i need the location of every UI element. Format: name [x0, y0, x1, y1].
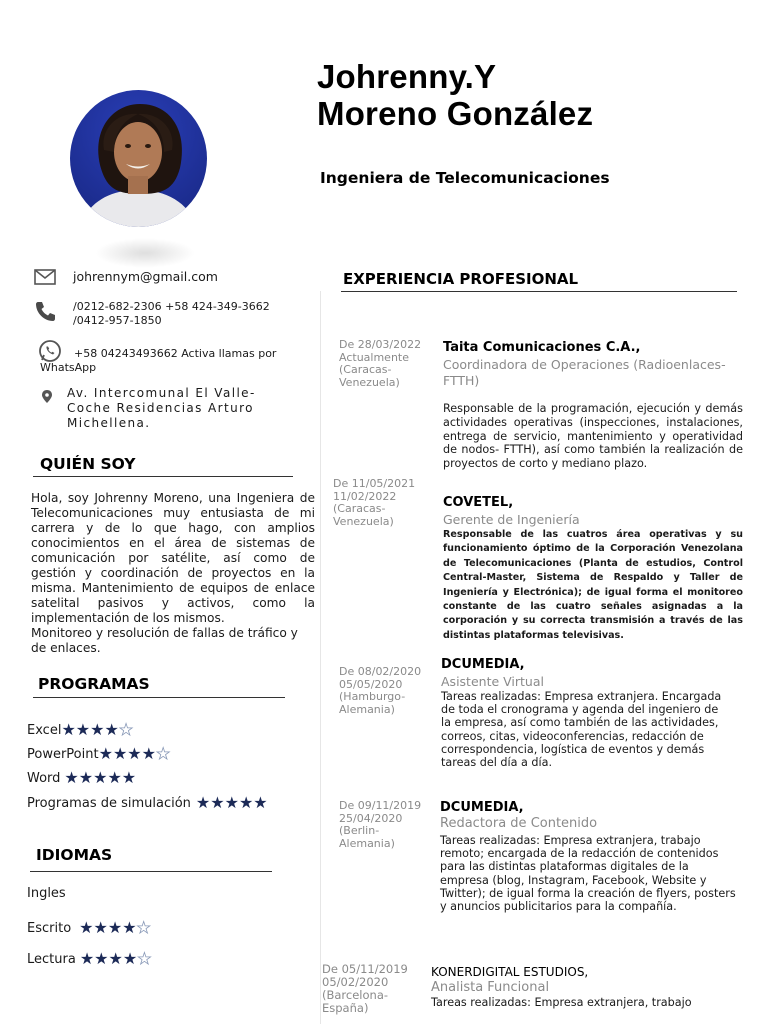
- star-filled-icon: ★: [122, 949, 138, 968]
- program-excel: [27, 721, 133, 739]
- job-description: Responsable de la programación, ejecución y demás actividades operativas (inspecciones, instalaciones, entrega de servicio, mantenimiento y operatividad de nodos- FTTH), así como también la realización de proyectos de corto y mediano plazo.: [443, 402, 743, 471]
- star-filled-icon: ★: [210, 793, 225, 812]
- star-filled-icon: ★: [79, 949, 95, 968]
- about-paragraph-2: Monitoreo y resolución de fallas de tráfico y de enlaces.: [31, 626, 298, 655]
- job-company: DCUMEDIA,: [440, 800, 524, 815]
- star-filled-icon: ★: [224, 793, 239, 812]
- job-company: Taita Comunicaciones C.A.,: [443, 340, 641, 355]
- program-label: Word: [27, 770, 61, 786]
- programs-rule: [33, 697, 285, 698]
- rating-stars: [61, 722, 133, 738]
- languages-rule: [30, 871, 272, 872]
- rating-stars: [79, 920, 151, 936]
- job-role: Redactora de Contenido: [440, 816, 598, 831]
- job-description: Tareas realizadas: Empresa extranjera. Encargada de toda el cronograma y agenda del ingeniero de la empresa, así como también de las actividades, correos, citas, videoconferencias, redacción de correspondencia, logística de eventos y demás tareas del día a día.: [441, 690, 722, 770]
- languages-heading: IDIOMAS: [36, 846, 113, 864]
- profile-photo: [70, 90, 207, 227]
- star-filled-icon: ★: [104, 720, 119, 739]
- star-filled-icon: ★: [108, 949, 123, 968]
- program-word: [27, 769, 136, 787]
- job-dates: De 05/11/2019 05/02/2020 (Barcelona- España): [322, 962, 408, 1015]
- location-pin-icon: [42, 388, 52, 407]
- candidate-name: Johrenny.Y Moreno González: [317, 58, 594, 132]
- star-filled-icon: ★: [61, 720, 76, 739]
- phone-icon: [34, 300, 56, 326]
- language-name: Ingles: [27, 886, 66, 901]
- program-label: Programas de simulación: [27, 795, 191, 811]
- rating-stars: [99, 746, 171, 762]
- experience-heading: EXPERIENCIA PROFESIONAL: [343, 270, 579, 288]
- job-role: Coordinadora de Operaciones (Radioenlaces- FTTH): [443, 357, 726, 388]
- star-filled-icon: ★: [64, 768, 79, 787]
- about-rule: [33, 476, 293, 477]
- email-icon: [34, 269, 56, 289]
- star-empty-icon: ★: [155, 744, 171, 763]
- star-filled-icon: ★: [141, 744, 156, 763]
- program-simulation: [27, 794, 268, 812]
- star-filled-icon: ★: [253, 793, 268, 812]
- job-company: DCUMEDIA,: [441, 657, 525, 672]
- star-filled-icon: ★: [195, 793, 211, 812]
- rating-stars: [80, 951, 152, 967]
- job-description: Tareas realizadas: Empresa extranjera, trabajo remoto; encargada de la redacción de contenidos para las distintas plataformas digitales de la empresa (blog, Instagram, Facebook, Website y Twitter); de igual forma la creación de flyers, posters y anuncios publicitarios para la compañía.: [440, 834, 736, 914]
- about-heading: QUIÉN SOY: [40, 455, 136, 473]
- star-filled-icon: ★: [98, 744, 113, 763]
- star-empty-icon: ★: [136, 918, 151, 937]
- star-filled-icon: ★: [78, 768, 94, 787]
- job-company: KONERDIGITAL ESTUDIOS,: [431, 965, 589, 979]
- profession-title: Ingeniera de Telecomunicaciones: [320, 169, 610, 187]
- star-filled-icon: ★: [90, 720, 105, 739]
- photo-shadow: [95, 238, 195, 268]
- address-text: Av. Intercomunal El Valle- Coche Residencias Arturo Michellena.: [67, 386, 256, 430]
- star-filled-icon: ★: [112, 744, 128, 763]
- star-empty-icon: ★: [137, 949, 152, 968]
- star-filled-icon: ★: [93, 918, 108, 937]
- job-dates: De 08/02/2020 05/05/2020 (Hamburgo- Alemania): [339, 665, 422, 716]
- star-filled-icon: ★: [79, 918, 94, 937]
- language-reading: [27, 950, 152, 968]
- star-filled-icon: ★: [75, 720, 91, 739]
- job-role: Gerente de Ingeniería: [443, 512, 580, 527]
- program-label: PowerPoint: [27, 746, 99, 762]
- programs-heading: PROGRAMAS: [38, 675, 150, 693]
- star-empty-icon: ★: [118, 720, 134, 739]
- email-text: johrennym@gmail.com: [73, 269, 218, 284]
- job-role: Analista Funcional: [431, 980, 550, 995]
- job-company: COVETEL,: [443, 495, 514, 510]
- job-description: Tareas realizadas: Empresa extranjera, trabajo: [431, 996, 692, 1009]
- star-filled-icon: ★: [122, 918, 137, 937]
- job-dates: De 11/05/2021 11/02/2022 (Caracas- Venezuela): [333, 477, 416, 528]
- job-description: Responsable de las cuatros área operativas y su funcionamiento óptimo de la Corporación Venezolana de Telecomunicaciones (Planta de estudios, Control Central-Master, Sistema de Respaldo y Taller de Ingeniería y Electrónica); de igual forma el monitoreo constante de las cuatro señales asignadas a la corporación y su correcta transmisión a través de las distintas plataformas televisivas.: [443, 529, 743, 641]
- star-filled-icon: ★: [107, 918, 123, 937]
- job-role: Asistente Virtual: [441, 674, 544, 689]
- star-filled-icon: ★: [93, 768, 108, 787]
- star-filled-icon: ★: [94, 949, 109, 968]
- whatsapp-text: +58 04243493662 Activa llamas por WhatsApp: [40, 347, 277, 374]
- skill-label: Lectura: [27, 951, 76, 967]
- language-writing: [27, 919, 151, 937]
- program-label: Excel: [27, 722, 62, 738]
- program-powerpoint: [27, 745, 170, 763]
- star-filled-icon: ★: [127, 744, 142, 763]
- job-dates: De 09/11/2019 25/04/2020 (Berlin- Alemania): [339, 799, 422, 850]
- star-filled-icon: ★: [238, 793, 254, 812]
- about-text: [31, 491, 315, 656]
- star-filled-icon: ★: [107, 768, 122, 787]
- rating-stars: [196, 795, 268, 811]
- job-dates: De 28/03/2022 Actualmente (Caracas- Venezuela): [339, 338, 422, 389]
- phone-numbers: /0212-682-2306 +58 424-349-3662 /0412-957-1850: [73, 300, 270, 327]
- experience-rule: [341, 291, 737, 292]
- about-paragraph: Hola, soy Johrenny Moreno, una Ingeniera de Telecomunicaciones muy entusiasta de mi carrera y de lo que hago, con amplios conocimientos en el área de sistemas de comunicación por satélite, así como de gestión y coordinación de proyectos en la misma. Mantenimiento de equipos de enlace satelital pasivos y activos, como la implementación de los mismos.: [31, 491, 315, 625]
- star-filled-icon: ★: [121, 768, 137, 787]
- rating-stars: [64, 770, 136, 786]
- skill-label: Escrito: [27, 920, 72, 936]
- timeline-line: [320, 291, 321, 1024]
